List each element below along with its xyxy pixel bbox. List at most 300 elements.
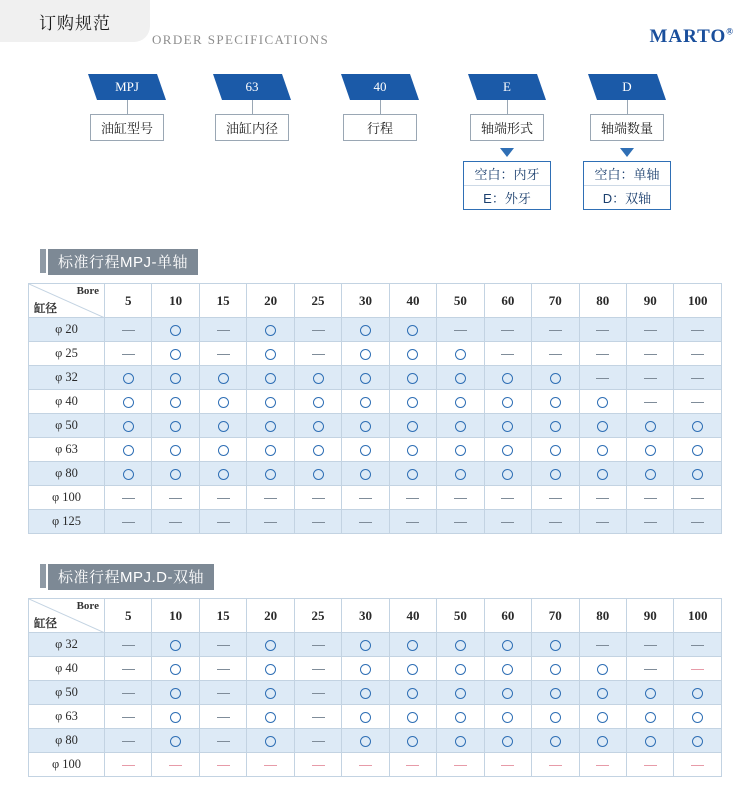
available-circle-icon: [597, 445, 608, 456]
section-accent-bar-1: [40, 564, 46, 588]
available-circle-icon: [455, 712, 466, 723]
unavailable-dash-icon: [359, 522, 372, 523]
availability-cell: [626, 657, 673, 681]
connector-1: [252, 100, 253, 114]
availability-cell: [389, 753, 436, 777]
availability-cell: [674, 657, 722, 681]
availability-cell: [626, 414, 673, 438]
available-circle-icon: [597, 688, 608, 699]
available-circle-icon: [360, 664, 371, 675]
availability-cell: [152, 753, 199, 777]
availability-cell: [626, 681, 673, 705]
availability-cell: [674, 633, 722, 657]
unavailable-dash-icon: [644, 645, 657, 646]
stroke-column-header: 50: [437, 599, 484, 633]
availability-cell: [105, 753, 152, 777]
table-row: [29, 438, 722, 462]
stroke-column-header: 70: [532, 599, 579, 633]
unavailable-dash-icon: [549, 330, 562, 331]
available-circle-icon: [218, 373, 229, 384]
bore-row-label: φ 80: [29, 729, 105, 753]
unavailable-dash-icon: [312, 330, 325, 331]
unavailable-dash-icon: [312, 498, 325, 499]
available-circle-icon: [692, 421, 703, 432]
availability-cell: [389, 510, 436, 534]
available-circle-icon: [455, 736, 466, 747]
available-circle-icon: [123, 469, 134, 480]
availability-cell: [389, 318, 436, 342]
availability-cell: [579, 438, 626, 462]
availability-cell: [579, 342, 626, 366]
stroke-column-header: 10: [152, 284, 199, 318]
availability-cell: [342, 681, 389, 705]
unavailable-dash-icon: [264, 765, 277, 766]
available-circle-icon: [170, 664, 181, 675]
available-circle-icon: [265, 421, 276, 432]
availability-cell: [389, 390, 436, 414]
availability-cell: [294, 486, 341, 510]
available-circle-icon: [360, 325, 371, 336]
availability-cell: [484, 366, 531, 390]
available-circle-icon: [502, 469, 513, 480]
availability-cell: [105, 705, 152, 729]
available-circle-icon: [407, 712, 418, 723]
code-box-1: 63: [213, 74, 291, 100]
table-row: [29, 633, 722, 657]
availability-cell: [199, 753, 246, 777]
availability-cell: [674, 342, 722, 366]
availability-cell: [389, 633, 436, 657]
unavailable-dash-icon: [312, 645, 325, 646]
unavailable-dash-icon: [691, 765, 704, 766]
unavailable-dash-icon: [312, 693, 325, 694]
available-circle-icon: [265, 712, 276, 723]
available-circle-icon: [692, 712, 703, 723]
unavailable-dash-icon: [501, 330, 514, 331]
unavailable-dash-icon: [454, 330, 467, 331]
availability-cell: [199, 633, 246, 657]
available-circle-icon: [123, 397, 134, 408]
available-circle-icon: [360, 421, 371, 432]
unavailable-dash-icon: [644, 498, 657, 499]
unavailable-dash-icon: [312, 741, 325, 742]
available-circle-icon: [692, 688, 703, 699]
availability-cell: [389, 438, 436, 462]
brand-trademark: ®: [726, 26, 734, 37]
availability-cell: [152, 438, 199, 462]
availability-cell: [247, 318, 294, 342]
availability-cell: [294, 390, 341, 414]
availability-cell: [152, 705, 199, 729]
unavailable-dash-icon: [264, 498, 277, 499]
available-circle-icon: [360, 736, 371, 747]
availability-cell: [342, 486, 389, 510]
availability-cell: [674, 486, 722, 510]
availability-cell: [389, 705, 436, 729]
unavailable-dash-icon: [169, 498, 182, 499]
availability-cell: [342, 414, 389, 438]
available-circle-icon: [455, 421, 466, 432]
available-circle-icon: [692, 445, 703, 456]
unavailable-dash-icon: [596, 522, 609, 523]
availability-cell: [484, 462, 531, 486]
available-circle-icon: [218, 421, 229, 432]
bore-row-label: φ 100: [29, 486, 105, 510]
availability-cell: [437, 414, 484, 438]
stroke-column-header: 30: [342, 284, 389, 318]
available-circle-icon: [502, 736, 513, 747]
table-row: [29, 414, 722, 438]
availability-cell: [247, 705, 294, 729]
bore-row-label: φ 50: [29, 681, 105, 705]
available-circle-icon: [218, 445, 229, 456]
unavailable-dash-icon: [217, 498, 230, 499]
availability-cell: [532, 753, 579, 777]
section-heading-text-1: 标准行程MPJ.D-双轴: [48, 564, 214, 590]
unavailable-dash-icon: [217, 669, 230, 670]
availability-cell: [199, 342, 246, 366]
stroke-column-header: 30: [342, 599, 389, 633]
availability-cell: [342, 462, 389, 486]
availability-cell: [532, 414, 579, 438]
available-circle-icon: [360, 349, 371, 360]
availability-cell: [437, 486, 484, 510]
note-box-4: [583, 161, 671, 210]
stroke-column-header: 100: [674, 284, 722, 318]
unavailable-dash-icon: [644, 669, 657, 670]
available-circle-icon: [550, 445, 561, 456]
availability-cell: [532, 318, 579, 342]
availability-cell: [294, 729, 341, 753]
availability-cell: [437, 438, 484, 462]
availability-cell: [247, 462, 294, 486]
arrow-down-icon-3: [500, 148, 514, 157]
available-circle-icon: [265, 325, 276, 336]
page-title: 订购规范: [39, 13, 111, 33]
available-circle-icon: [170, 349, 181, 360]
availability-cell: [579, 657, 626, 681]
unavailable-dash-icon: [359, 765, 372, 766]
availability-cell: [626, 438, 673, 462]
availability-cell: [247, 438, 294, 462]
unavailable-dash-icon: [122, 498, 135, 499]
availability-cell: [247, 681, 294, 705]
available-circle-icon: [502, 712, 513, 723]
availability-cell: [389, 366, 436, 390]
available-circle-icon: [360, 445, 371, 456]
available-circle-icon: [645, 688, 656, 699]
stroke-column-header: 100: [674, 599, 722, 633]
available-circle-icon: [170, 469, 181, 480]
unavailable-dash-icon: [169, 522, 182, 523]
unavailable-dash-icon: [596, 378, 609, 379]
available-circle-icon: [645, 712, 656, 723]
availability-cell: [342, 390, 389, 414]
available-circle-icon: [407, 469, 418, 480]
unavailable-dash-icon: [691, 669, 704, 670]
note-line-3-1: E：外牙: [464, 185, 550, 209]
availability-cell: [579, 729, 626, 753]
stroke-column-header: 60: [484, 284, 531, 318]
availability-cell: [294, 633, 341, 657]
bore-row-label: φ 63: [29, 705, 105, 729]
unavailable-dash-icon: [122, 693, 135, 694]
availability-cell: [294, 510, 341, 534]
availability-cell: [674, 414, 722, 438]
brand-name: MARTO: [649, 26, 727, 47]
available-circle-icon: [597, 736, 608, 747]
unavailable-dash-icon: [406, 522, 419, 523]
availability-cell: [437, 390, 484, 414]
note-line-3-0: 空白：内牙: [474, 167, 540, 182]
availability-cell: [152, 633, 199, 657]
available-circle-icon: [550, 736, 561, 747]
availability-cell: [294, 462, 341, 486]
stroke-column-header: 5: [105, 284, 152, 318]
availability-cell: [199, 462, 246, 486]
availability-cell: [342, 657, 389, 681]
table-row: [29, 510, 722, 534]
available-circle-icon: [313, 469, 324, 480]
availability-cell: [247, 729, 294, 753]
availability-cell: [484, 414, 531, 438]
stroke-column-header: 20: [247, 599, 294, 633]
availability-cell: [105, 462, 152, 486]
stroke-column-header: 25: [294, 599, 341, 633]
unavailable-dash-icon: [264, 522, 277, 523]
availability-cell: [437, 510, 484, 534]
available-circle-icon: [170, 445, 181, 456]
unavailable-dash-icon: [217, 522, 230, 523]
availability-cell: [484, 342, 531, 366]
unavailable-dash-icon: [596, 765, 609, 766]
available-circle-icon: [502, 445, 513, 456]
table-row: [29, 729, 722, 753]
availability-cell: [105, 342, 152, 366]
unavailable-dash-icon: [217, 717, 230, 718]
availability-cell: [484, 390, 531, 414]
availability-cell: [105, 414, 152, 438]
available-circle-icon: [265, 349, 276, 360]
page-header: [0, 0, 750, 62]
availability-cell: [294, 657, 341, 681]
stroke-column-header: 90: [626, 599, 673, 633]
availability-cell: [484, 681, 531, 705]
bore-row-label: φ 125: [29, 510, 105, 534]
availability-cell: [294, 705, 341, 729]
availability-cell: [626, 729, 673, 753]
available-circle-icon: [170, 421, 181, 432]
unavailable-dash-icon: [501, 765, 514, 766]
availability-cell: [532, 438, 579, 462]
code-label-4: 轴端数量: [590, 114, 664, 141]
available-circle-icon: [265, 469, 276, 480]
availability-cell: [294, 438, 341, 462]
availability-cell: [532, 681, 579, 705]
available-circle-icon: [692, 469, 703, 480]
availability-cell: [579, 681, 626, 705]
available-circle-icon: [597, 712, 608, 723]
available-circle-icon: [550, 469, 561, 480]
availability-cell: [152, 486, 199, 510]
availability-cell: [532, 633, 579, 657]
available-circle-icon: [597, 469, 608, 480]
corner-diameter-label: 缸径: [34, 618, 57, 630]
unavailable-dash-icon: [122, 645, 135, 646]
available-circle-icon: [645, 469, 656, 480]
availability-cell: [152, 657, 199, 681]
availability-cell: [532, 705, 579, 729]
available-circle-icon: [170, 688, 181, 699]
availability-cell: [437, 681, 484, 705]
availability-cell: [579, 462, 626, 486]
availability-cell: [247, 633, 294, 657]
availability-cell: [626, 753, 673, 777]
available-circle-icon: [502, 640, 513, 651]
unavailable-dash-icon: [312, 717, 325, 718]
availability-cell: [579, 318, 626, 342]
note-line-4-0: 空白：单轴: [594, 167, 660, 182]
spec-table-1: [28, 598, 722, 777]
available-circle-icon: [502, 373, 513, 384]
availability-cell: [626, 462, 673, 486]
availability-cell: [342, 633, 389, 657]
stroke-column-header: 40: [389, 599, 436, 633]
available-circle-icon: [407, 688, 418, 699]
availability-cell: [532, 486, 579, 510]
bore-row-label: φ 50: [29, 414, 105, 438]
available-circle-icon: [550, 397, 561, 408]
available-circle-icon: [407, 325, 418, 336]
availability-cell: [484, 438, 531, 462]
page-title-tab: [0, 0, 150, 42]
unavailable-dash-icon: [217, 693, 230, 694]
spec-table-wrap-1: [0, 598, 750, 777]
availability-cell: [342, 342, 389, 366]
code-box-3: E: [468, 74, 546, 100]
availability-cell: [484, 633, 531, 657]
availability-cell: [342, 510, 389, 534]
availability-cell: [532, 342, 579, 366]
availability-cell: [626, 342, 673, 366]
available-circle-icon: [455, 349, 466, 360]
available-circle-icon: [218, 397, 229, 408]
available-circle-icon: [455, 469, 466, 480]
available-circle-icon: [407, 736, 418, 747]
available-circle-icon: [502, 688, 513, 699]
availability-cell: [247, 342, 294, 366]
available-circle-icon: [123, 421, 134, 432]
availability-cell: [579, 633, 626, 657]
availability-cell: [389, 657, 436, 681]
code-column-3: [452, 74, 562, 210]
availability-cell: [247, 366, 294, 390]
connector-3: [507, 100, 508, 114]
availability-cell: [532, 729, 579, 753]
available-circle-icon: [360, 373, 371, 384]
availability-cell: [152, 681, 199, 705]
available-circle-icon: [313, 445, 324, 456]
available-circle-icon: [692, 736, 703, 747]
table-row: [29, 390, 722, 414]
unavailable-dash-icon: [596, 645, 609, 646]
unavailable-dash-icon: [691, 498, 704, 499]
available-circle-icon: [313, 397, 324, 408]
unavailable-dash-icon: [691, 354, 704, 355]
corner-bore-label: Bore: [76, 600, 99, 612]
table-row: [29, 753, 722, 777]
table-corner-header-0: [29, 284, 105, 318]
availability-cell: [484, 729, 531, 753]
availability-cell: [674, 681, 722, 705]
unavailable-dash-icon: [217, 645, 230, 646]
available-circle-icon: [550, 421, 561, 432]
availability-cell: [294, 753, 341, 777]
available-circle-icon: [407, 421, 418, 432]
availability-cell: [105, 390, 152, 414]
unavailable-dash-icon: [644, 354, 657, 355]
brand-logo: [649, 26, 734, 48]
available-circle-icon: [550, 688, 561, 699]
available-circle-icon: [170, 736, 181, 747]
availability-cell: [105, 681, 152, 705]
availability-cell: [247, 753, 294, 777]
stroke-column-header: 15: [199, 284, 246, 318]
stroke-column-header: 90: [626, 284, 673, 318]
stroke-column-header: 80: [579, 599, 626, 633]
availability-cell: [247, 414, 294, 438]
availability-cell: [152, 510, 199, 534]
unavailable-dash-icon: [454, 765, 467, 766]
unavailable-dash-icon: [644, 522, 657, 523]
availability-cell: [199, 390, 246, 414]
unavailable-dash-icon: [312, 354, 325, 355]
availability-cell: [342, 753, 389, 777]
available-circle-icon: [265, 664, 276, 675]
availability-cell: [152, 342, 199, 366]
availability-cell: [199, 681, 246, 705]
available-circle-icon: [265, 736, 276, 747]
availability-cell: [105, 486, 152, 510]
spec-table-wrap-0: [0, 283, 750, 534]
table-row: [29, 657, 722, 681]
availability-cell: [294, 681, 341, 705]
available-circle-icon: [407, 640, 418, 651]
available-circle-icon: [550, 373, 561, 384]
unavailable-dash-icon: [501, 354, 514, 355]
table-row: [29, 318, 722, 342]
available-circle-icon: [407, 373, 418, 384]
unavailable-dash-icon: [122, 330, 135, 331]
bore-row-label: φ 80: [29, 462, 105, 486]
availability-cell: [674, 729, 722, 753]
availability-cell: [342, 705, 389, 729]
available-circle-icon: [265, 397, 276, 408]
available-circle-icon: [360, 688, 371, 699]
unavailable-dash-icon: [217, 765, 230, 766]
code-label-2: 行程: [343, 114, 417, 141]
stroke-column-header: 40: [389, 284, 436, 318]
unavailable-dash-icon: [644, 402, 657, 403]
availability-cell: [579, 366, 626, 390]
availability-cell: [389, 486, 436, 510]
unavailable-dash-icon: [406, 498, 419, 499]
table-row: [29, 705, 722, 729]
availability-cell: [199, 438, 246, 462]
available-circle-icon: [502, 397, 513, 408]
availability-cell: [294, 414, 341, 438]
unavailable-dash-icon: [501, 522, 514, 523]
